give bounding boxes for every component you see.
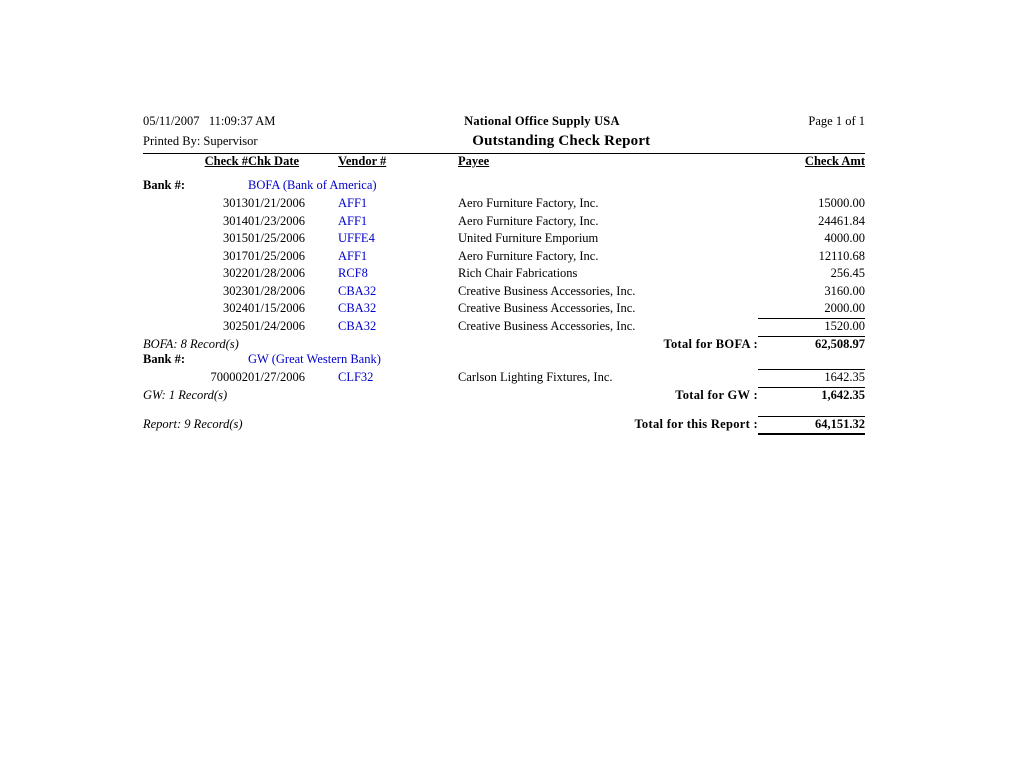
cell-date: 01/23/2006 (248, 213, 305, 228)
cell-vendor[interactable]: RCF8 (338, 266, 368, 280)
cell-payee: Aero Furniture Factory, Inc. (458, 213, 599, 228)
cell-check: 3024 (223, 301, 248, 315)
cell-amount: 3160.00 (824, 283, 865, 298)
cell-amount: 1520.00 (758, 319, 865, 337)
cell-date: 01/21/2006 (248, 196, 305, 210)
check-table (143, 154, 865, 435)
grand-total-underline (758, 434, 865, 435)
cell-check: 3013 (223, 196, 248, 210)
table-row (143, 231, 865, 249)
cell-payee: Aero Furniture Factory, Inc. (458, 196, 599, 210)
cell-vendor[interactable]: CLF32 (338, 370, 374, 384)
cell-payee: Carlson Lighting Fixtures, Inc. (458, 370, 613, 384)
bank-label: Bank #: (143, 351, 186, 366)
bank-header-row (143, 352, 865, 370)
bank-total-label-gw: Total for GW : (675, 387, 758, 402)
cell-date: 01/27/2006 (248, 370, 305, 384)
column-header-chk-date: Chk Date (248, 154, 300, 168)
cell-payee: Creative Business Accessories, Inc. (458, 283, 636, 298)
cell-vendor[interactable]: AFF1 (338, 213, 368, 228)
bank-summary-row-gw (143, 387, 865, 403)
bank-total-amount-gw: 1,642.35 (821, 387, 865, 402)
cell-date: 01/24/2006 (248, 319, 305, 333)
cell-vendor[interactable]: AFF1 (338, 248, 368, 263)
cell-amount: 2000.00 (824, 301, 865, 315)
cell-amount: 12110.68 (818, 248, 865, 263)
bank-name-bofa[interactable]: BOFA (Bank of America) (248, 178, 377, 192)
printed-by: Printed By: Supervisor (143, 134, 258, 148)
cell-date: 01/15/2006 (248, 301, 305, 315)
table-row (143, 196, 865, 214)
cell-amount: 15000.00 (818, 196, 865, 210)
summary-spacer (143, 403, 865, 417)
cell-payee: Creative Business Accessories, Inc. (458, 301, 636, 315)
report-summary-row (143, 417, 865, 434)
cell-payee: United Furniture Emporium (458, 231, 599, 245)
grand-total-underline-row (143, 434, 865, 435)
cell-date: 01/25/2006 (248, 231, 305, 245)
column-header-check: Check # (204, 154, 248, 168)
bank-summary-row-bofa (143, 336, 865, 352)
report-header (143, 112, 865, 150)
bank-label: Bank #: (143, 178, 186, 192)
company-name: National Office Supply USA (464, 114, 620, 128)
header-row-2 (143, 132, 865, 150)
report-title-wrap (258, 132, 865, 150)
cell-vendor[interactable]: AFF1 (338, 196, 368, 210)
cell-check: 3023 (223, 283, 248, 298)
print-datetime: 05/11/2007 11:09:37 AM (143, 114, 276, 128)
bank-header-row (143, 178, 865, 196)
cell-date: 01/28/2006 (248, 283, 305, 298)
cell-date: 01/25/2006 (248, 248, 305, 263)
cell-check: 3014 (223, 213, 248, 228)
column-header-row (143, 154, 865, 178)
cell-amount: 4000.00 (824, 231, 865, 245)
bank-record-count-bofa: BOFA: 8 Record(s) (143, 336, 239, 351)
cell-check: 700002 (210, 370, 248, 384)
cell-vendor[interactable]: UFFE4 (338, 231, 375, 245)
table-row (143, 301, 865, 319)
cell-payee: Rich Chair Fabrications (458, 266, 578, 280)
cell-payee: Aero Furniture Factory, Inc. (458, 248, 599, 263)
cell-vendor[interactable]: CBA32 (338, 301, 377, 315)
report-title: Outstanding Check Report (472, 133, 651, 149)
cell-check: 3017 (223, 248, 248, 263)
cell-amount: 256.45 (830, 266, 865, 280)
cell-vendor[interactable]: CBA32 (338, 283, 377, 298)
bank-record-count-gw: GW: 1 Record(s) (143, 387, 228, 402)
bank-name-gw[interactable]: GW (Great Western Bank) (248, 351, 381, 366)
cell-amount: 1642.35 (758, 370, 865, 388)
page-number: Page 1 of 1 (808, 114, 865, 128)
report-body (143, 112, 865, 435)
cell-check: 3025 (223, 319, 248, 333)
column-header-amount: Check Amt (804, 154, 865, 168)
cell-amount: 24461.84 (818, 213, 865, 228)
cell-check: 3022 (223, 266, 248, 280)
table-row (143, 214, 865, 232)
bank-total-amount-bofa: 62,508.97 (815, 336, 865, 351)
report-total-amount: 64,151.32 (758, 417, 865, 434)
report-record-count: Report: 9 Record(s) (143, 417, 243, 431)
table-row (143, 370, 865, 388)
cell-payee: Creative Business Accessories, Inc. (458, 319, 636, 333)
cell-check: 3015 (223, 231, 248, 245)
table-row (143, 249, 865, 267)
company-name-wrap (275, 112, 808, 130)
column-header-payee: Payee (458, 154, 490, 168)
table-row (143, 266, 865, 284)
table-row (143, 284, 865, 302)
report-total-label: Total for this Report : (634, 417, 758, 431)
bank-total-label-bofa: Total for BOFA : (663, 336, 758, 351)
cell-vendor[interactable]: CBA32 (338, 319, 377, 333)
cell-date: 01/28/2006 (248, 266, 305, 280)
table-row (143, 319, 865, 337)
column-header-vendor: Vendor # (338, 154, 387, 168)
header-row-1 (143, 112, 865, 130)
